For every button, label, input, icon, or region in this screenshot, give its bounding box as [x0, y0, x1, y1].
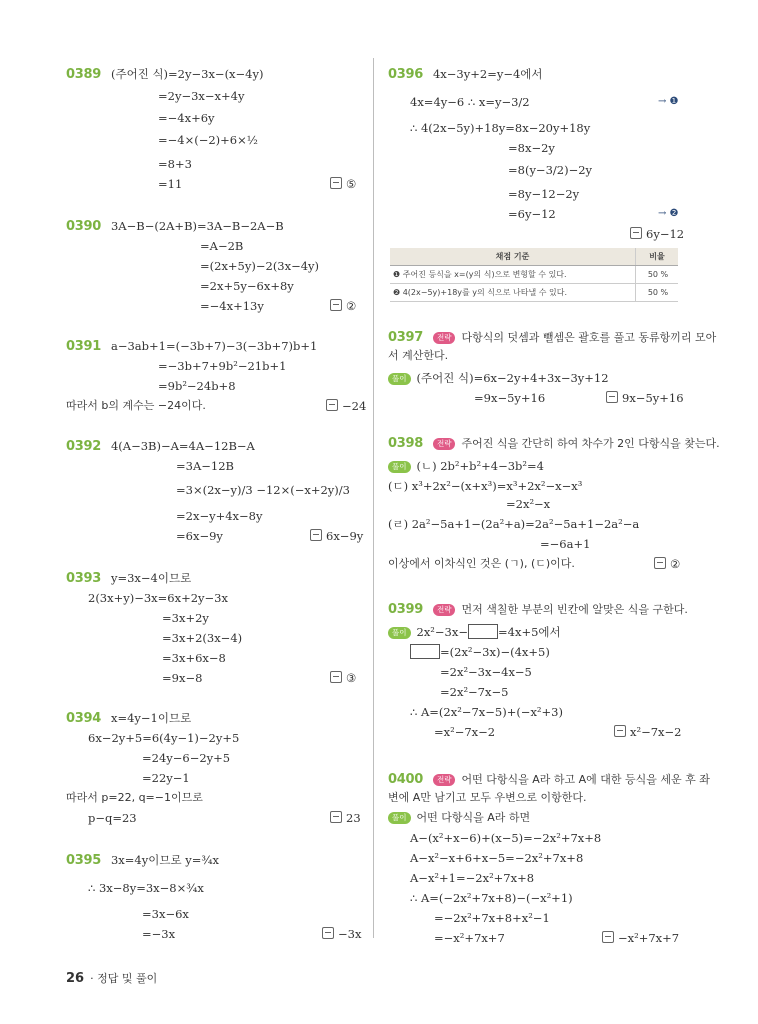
problem-0396: 0396 4x−3y+2=y−4에서	[388, 67, 543, 82]
solution-0398: 풀이 (ㄴ) 2b²+b²+4−3b²=4	[388, 458, 544, 474]
step-line: =8x−2y	[508, 141, 555, 155]
grading-header-ratio: 비율	[636, 248, 679, 266]
answer-icon	[606, 391, 618, 403]
answer-0390: ②	[330, 298, 356, 314]
step-line: (ㄷ) x³+2x²−(x+x³)=x³+2x²−x−x³	[388, 479, 583, 493]
step-line: ∴ 4(2x−5y)+18y=8x−20y+18y	[410, 121, 591, 135]
step-line: =3x+6x−8	[162, 651, 226, 665]
step-line: =−4x+13y	[200, 299, 264, 313]
conclusion-line: 이상에서 이차식인 것은 (ㄱ), (ㄷ)이다.	[388, 557, 575, 570]
page-number: 26	[66, 971, 85, 986]
step-line: =6x−9y	[176, 529, 223, 543]
answer-icon	[330, 299, 342, 311]
problem-0400: 0400 전략 어떤 다항식을 A라 하고 A에 대한 등식을 세운 후 좌	[388, 772, 710, 787]
page-footer	[66, 970, 157, 986]
answer-0396: 6y−12	[630, 226, 684, 242]
step-line: =8+3	[158, 157, 192, 171]
answer-icon	[310, 529, 322, 541]
problem-0398: 0398 전략 주어진 식을 간단히 하여 차수가 2인 다항식을 찾는다.	[388, 436, 720, 451]
step-line: A−(x²+x−6)+(x−5)=−2x²+7x+8	[410, 831, 602, 845]
step-line: =3x+2y	[162, 611, 209, 625]
step-line: A−x²−x+6+x−5=−2x²+7x+8	[410, 851, 584, 865]
solution-0400: 풀이 어떤 다항식을 A라 하면	[388, 810, 530, 826]
grading-ratio: 50 %	[636, 266, 679, 284]
answer-icon	[326, 399, 338, 411]
step-line: =8y−12−2y	[508, 187, 580, 201]
answer-0400: −x²+7x+7	[602, 930, 679, 946]
step-line: =2x−y+4x−8y	[176, 509, 263, 523]
problem-0392: 0392 4(A−3B)−A=4A−12B−A	[66, 439, 255, 454]
table-row	[390, 284, 678, 302]
step-line: ∴ 3x−8y=3x−8×¾x	[88, 881, 204, 895]
solution-tag: 풀이	[388, 627, 411, 639]
problem-0393: 0393 y=3x−4이므로	[66, 571, 192, 586]
strategy-tag: 전략	[433, 332, 456, 344]
grading-table	[390, 248, 678, 302]
step-line: =A−2B	[200, 239, 244, 253]
strategy-tag: 전략	[433, 604, 456, 616]
strategy-line: 서 계산한다.	[388, 349, 449, 362]
answer-icon	[330, 177, 342, 189]
step-line: =8(y−3/2)−2y	[508, 163, 593, 177]
step-line: =3A−12B	[176, 459, 234, 473]
conclusion-line: 따라서 p=22, q=−1이므로	[66, 791, 203, 804]
step-line: 2(3x+y)−3x=6x+2y−3x	[88, 591, 228, 605]
column-divider	[373, 58, 374, 938]
step-line: =6y−12	[508, 207, 556, 221]
answer-icon	[330, 811, 342, 823]
step-line: =9x−5y+16	[474, 391, 546, 405]
step-line: =2x+5y−6x+8y	[200, 279, 294, 293]
step-line: ∴ A=(2x²−7x−5)+(−x²+3)	[410, 705, 563, 719]
step-line: =−4×(−2)+6×½	[158, 133, 258, 147]
step-line: =2y−3x−x+4y	[158, 89, 245, 103]
step-line: =2x²−x	[506, 497, 551, 511]
strategy-tag: 전략	[433, 438, 456, 450]
grading-criterion: ❷ 4(2x−5y)+18y를 y의 식으로 나타낼 수 있다.	[390, 284, 636, 302]
step-line: =x²−7x−2	[434, 725, 496, 739]
step-line: p−q=23	[88, 811, 137, 825]
step-line: (ㄹ) 2a²−5a+1−(2a²+a)=2a²−5a+1−2a²−a	[388, 517, 640, 531]
problem-0395: 0395 3x=4y이므로 y=¾x	[66, 853, 219, 868]
step-line: =9b²−24b+8	[158, 379, 236, 393]
grading-header-criteria: 채점 기준	[390, 248, 636, 266]
grading-header-row	[390, 248, 678, 266]
answer-0394: 23	[330, 810, 361, 826]
answer-icon	[630, 227, 642, 239]
step-line: =(2x+5y)−2(3x−4y)	[200, 259, 320, 273]
footer-label: · 정답 및 풀이	[90, 972, 158, 985]
step-line: =−3b+7+9b²−21b+1	[158, 359, 287, 373]
step-line: 6x−2y+5=6(4y−1)−2y+5	[88, 731, 240, 745]
solution-tag: 풀이	[388, 812, 411, 824]
answer-0399: x²−7x−2	[614, 724, 682, 740]
problem-0391: 0391 a−3ab+1=(−3b+7)−3(−3b+7)b+1	[66, 339, 318, 354]
step-line: =−6a+1	[540, 537, 591, 551]
step-line: =22y−1	[142, 771, 190, 785]
answer-0391: −24	[326, 398, 366, 414]
solution-tag: 풀이	[388, 373, 411, 385]
table-row	[390, 266, 678, 284]
grading-ratio: 50 %	[636, 284, 679, 302]
step-line: =3×(2x−y)/3 −12×(−x+2y)/3	[176, 483, 350, 497]
problem-0399: 0399 전략 먼저 색칠한 부분의 빈칸에 알맞은 식을 구한다.	[388, 602, 688, 617]
strategy-tag: 전략	[433, 774, 456, 786]
strategy-line: 변에 A만 남기고 모두 우변으로 이항한다.	[388, 791, 587, 804]
problem-0394: 0394 x=4y−1이므로	[66, 711, 192, 726]
answer-0398: ②	[654, 556, 680, 572]
problem-0397: 0397 전략 다항식의 덧셈과 뺄셈은 괄호를 풀고 동류항끼리 모아	[388, 330, 717, 345]
answer-icon	[602, 931, 614, 943]
solution-0397: 풀이 (주어진 식)=6x−2y+4+3x−3y+12	[388, 370, 609, 386]
answer-0395: −3x	[322, 926, 361, 942]
step-line: =3x+2(3x−4)	[162, 631, 243, 645]
step-line: =2x²−7x−5	[440, 685, 509, 699]
step-marker: → ❷	[658, 208, 679, 219]
solution-0399: 풀이 2x²−3x− =4x+5에서	[388, 624, 561, 640]
answer-icon	[654, 557, 666, 569]
step-line: =−3x	[142, 927, 176, 941]
step-line: =11	[158, 177, 183, 191]
grading-criterion: ❶ 주어진 등식을 x=(y의 식)으로 변형할 수 있다.	[390, 266, 636, 284]
step-line: =−2x²+7x+8+x²−1	[434, 911, 550, 925]
problem-0389: 0389 (주어진 식)=2y−3x−(x−4y)	[66, 67, 264, 82]
step-line: A−x²+1=−2x²+7x+8	[410, 871, 535, 885]
step-line: =−4x+6y	[158, 111, 215, 125]
blank-box	[468, 624, 498, 639]
step-line: =2x²−3x−4x−5	[440, 665, 532, 679]
step-marker: → ❶	[658, 96, 679, 107]
answer-0393: ③	[330, 670, 356, 686]
answer-0389: ⑤	[330, 176, 356, 192]
step-line: =(2x²−3x)−(4x+5)	[410, 644, 550, 660]
step-line: =3x−6x	[142, 907, 189, 921]
solution-tag: 풀이	[388, 461, 411, 473]
step-line: 4x=4y−6 ∴ x=y−3/2	[410, 95, 530, 109]
problem-0390: 0390 3A−B−(2A+B)=3A−B−2A−B	[66, 219, 284, 234]
answer-icon	[614, 725, 626, 737]
answer-icon	[330, 671, 342, 683]
blank-box	[410, 644, 440, 659]
answer-0392: 6x−9y	[310, 528, 363, 544]
step-line: =−x²+7x+7	[434, 931, 505, 945]
step-line: =9x−8	[162, 671, 203, 685]
answer-0397: 9x−5y+16	[606, 390, 684, 406]
answer-icon	[322, 927, 334, 939]
conclusion-line: 따라서 b의 계수는 −24이다.	[66, 399, 206, 412]
step-line: =24y−6−2y+5	[142, 751, 231, 765]
step-line: ∴ A=(−2x²+7x+8)−(−x²+1)	[410, 891, 573, 905]
